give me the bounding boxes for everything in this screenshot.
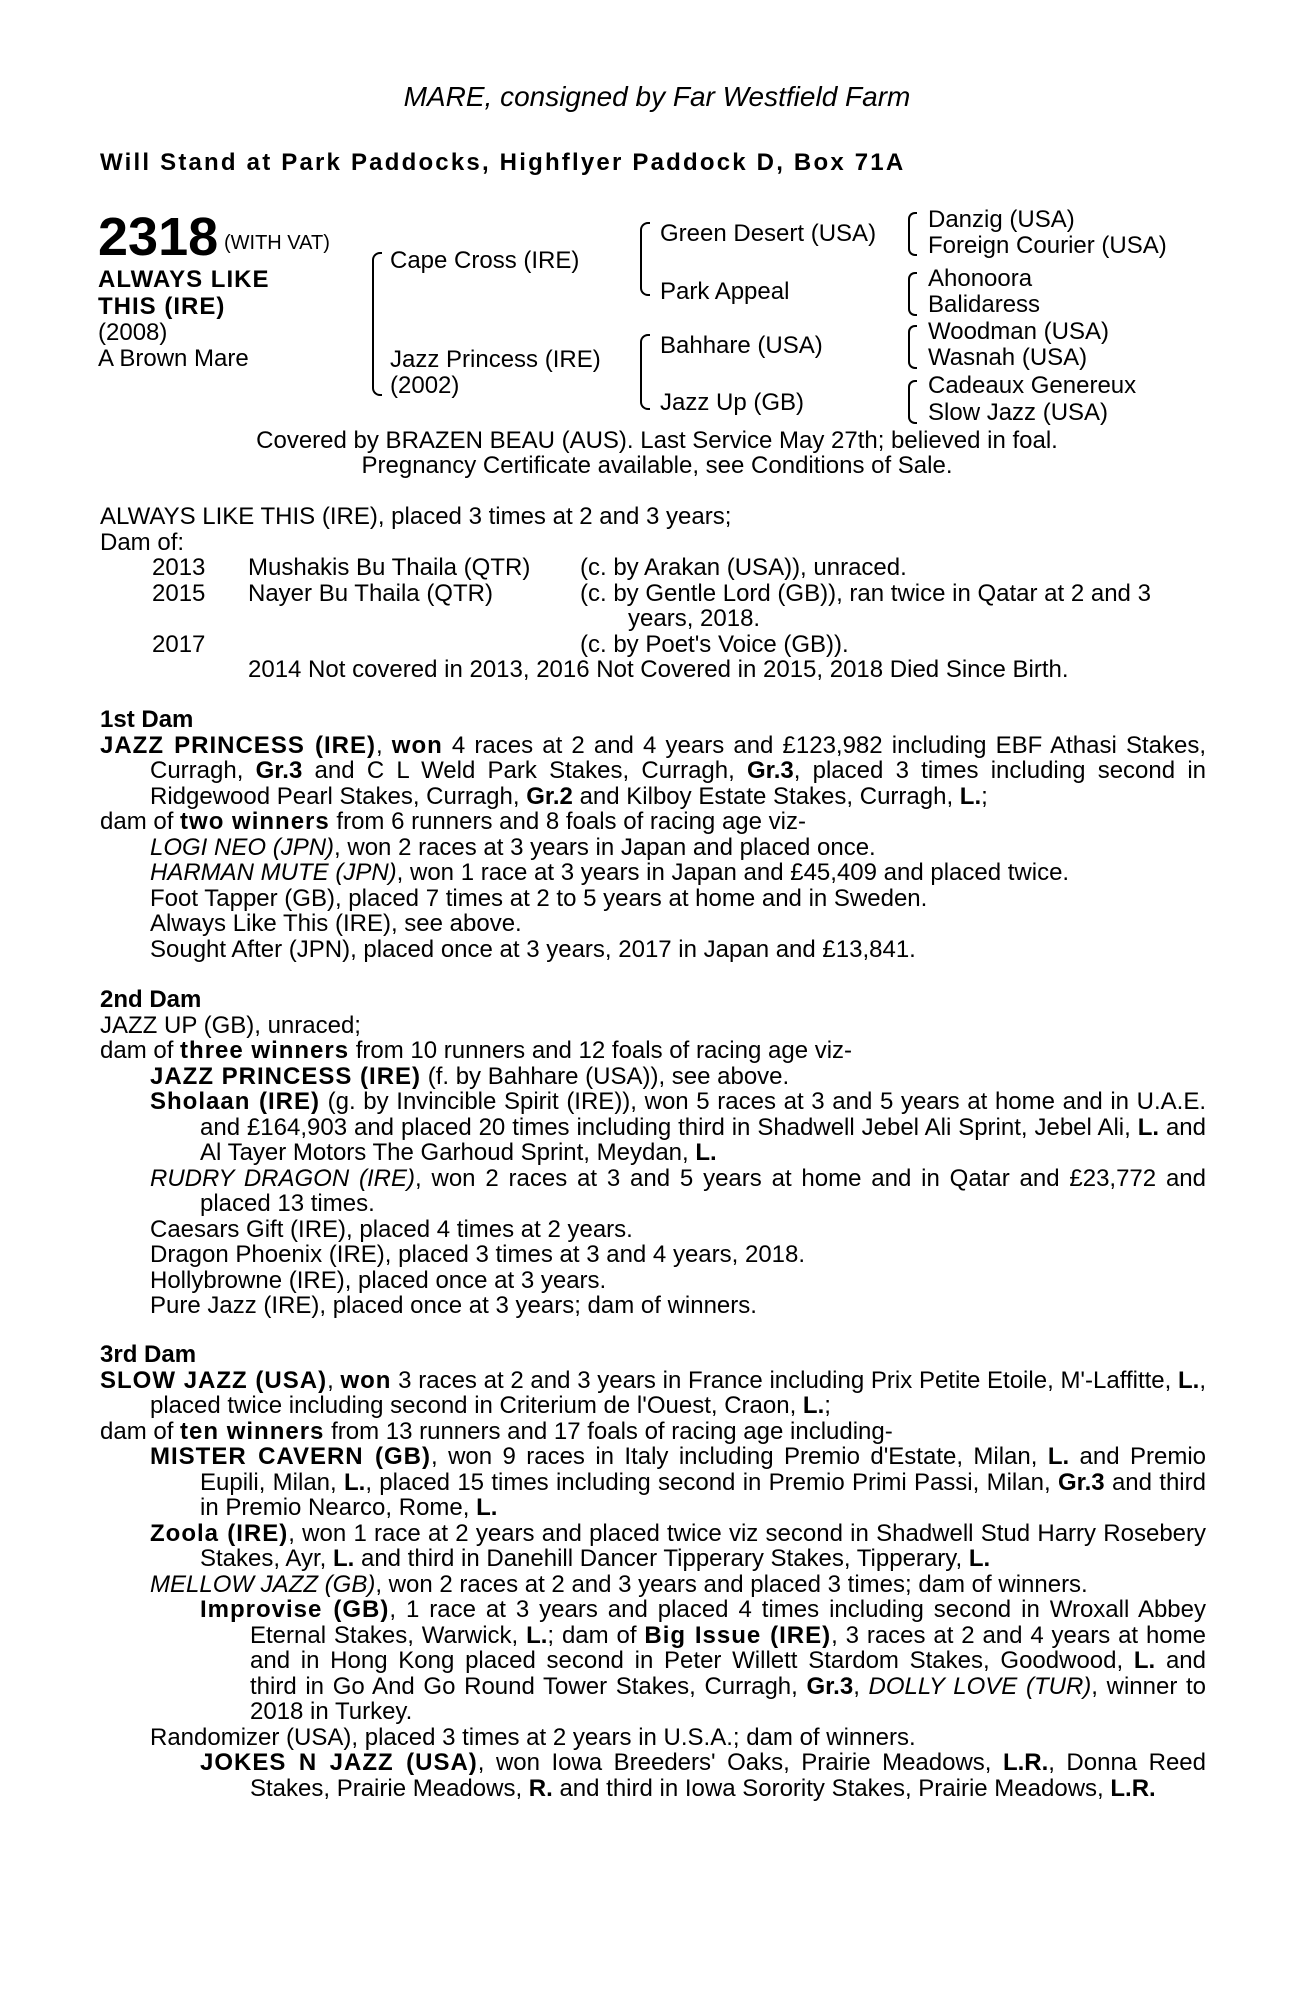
pedigree-gen3-5: Woodman (USA) <box>928 318 1109 345</box>
first-dam-heading: 1st Dam <box>100 706 194 733</box>
horse-name <box>98 266 269 320</box>
second-dam-foal: Sholaan (IRE) (g. by Invincible Spirit (IRE)), won 5 races at 3 and 5 years at home and in U.A.E. and £164,903 and placed 20 times including third in Shadwell Jebel Ali Sprint, Jebel Ali, L. and Al Tayer Motors The Garhoud Sprint, Meydan, L. <box>150 1088 1206 1166</box>
pedigree-dam: Jazz Princess (IRE) <box>390 346 601 373</box>
pedigree-sire-dam: Park Appeal <box>660 278 790 305</box>
second-dam-heading: 2nd Dam <box>100 986 202 1013</box>
pedigree-gen3-2: Foreign Courier (USA) <box>928 232 1167 259</box>
dam-of-label: Dam of: <box>100 528 185 556</box>
second-dam-foal: Caesars Gift (IRE), placed 4 times at 2 years. <box>150 1215 633 1243</box>
vat-label: (WITH VAT) <box>224 232 330 254</box>
pedigree-gen3-7: Cadeaux Genereux <box>928 372 1137 399</box>
covered-line: Covered by BRAZEN BEAU (AUS). Last Service May 27th; believed in foal. <box>256 427 1058 454</box>
pregnancy-line: Pregnancy Certificate available, see Conditions of Sale. <box>361 452 953 479</box>
first-dam-foal: Foot Tapper (GB), placed 7 times at 2 to 5 years at home and in Sweden. <box>150 884 928 912</box>
third-dam-foal: Zoola (IRE), won 1 race at 2 years and placed twice viz second in Shadwell Stud Harry Rosebery Stakes, Ayr, L. and third in Danehill Dancer Tipperary Stakes, Tipperary, L. <box>150 1519 1207 1572</box>
pedigree-gen3-3: Ahonoora <box>928 265 1033 292</box>
pedigree-brace-g3a <box>908 212 917 256</box>
pedigree-brace-g3d <box>908 380 917 424</box>
produce-year: 2013 <box>152 554 206 581</box>
third-dam-foal: MELLOW JAZZ (GB), won 2 races at 2 and 3 years and placed 3 times; dam of winners. <box>150 1570 1088 1598</box>
first-dam-foal: HARMAN MUTE (JPN), won 1 race at 3 years in Japan and £45,409 and placed twice. <box>150 859 1070 886</box>
lot-number: 2318 <box>98 207 219 267</box>
pedigree-dam-year: (2002) <box>390 372 460 399</box>
pedigree-gen3-4: Balidaress <box>928 291 1041 318</box>
pedigree-dam-sire: Bahhare (USA) <box>660 332 823 359</box>
first-dam-produce-summary: dam of two winners from 6 runners and 8 foals of racing age viz- <box>100 808 806 835</box>
pedigree-brace-sire <box>640 222 650 296</box>
produce-detail-cont: years, 2018. <box>628 605 761 632</box>
first-dam-foal: LOGI NEO (JPN), won 2 races at 3 years in Japan and placed once. <box>150 833 876 861</box>
horse-name-line1: ALWAYS LIKE <box>98 266 270 293</box>
second-dam-foal: JAZZ PRINCESS (IRE) (f. by Bahhare (USA)), see above. <box>150 1062 790 1090</box>
pedigree-gen3-1: Danzig (USA) <box>928 206 1075 233</box>
second-dam-foal: Hollybrowne (IRE), placed once at 3 years. <box>150 1266 607 1294</box>
second-dam-record: JAZZ UP (GB), unraced; <box>100 1011 361 1039</box>
produce-note <box>100 657 1206 683</box>
produce-detail: (c. by Arakan (USA)), unraced. <box>580 554 907 581</box>
pedigree-brace-g3c <box>908 325 917 369</box>
second-dam-foal: Pure Jazz (IRE), placed once at 3 years; dam of winners. <box>150 1292 757 1319</box>
produce-detail: (c. by Poet's Voice (GB)). <box>580 630 849 658</box>
produce-row <box>100 632 1206 658</box>
produce-row <box>100 581 1206 607</box>
produce-detail: (c. by Gentle Lord (GB)), ran twice in Qatar at 2 and 3 <box>580 579 1151 607</box>
pedigree-gen3-6: Wasnah (USA) <box>928 344 1088 371</box>
pedigree-gen3-8: Slow Jazz (USA) <box>928 399 1109 426</box>
pedigree-brace-g3b <box>908 272 917 316</box>
pedigree-sire: Cape Cross (IRE) <box>390 247 580 274</box>
produce-name: Nayer Bu Thaila (QTR) <box>248 579 493 607</box>
stand-location: Will Stand at Park Paddocks, Highflyer Paddock D, Box 71A <box>100 149 906 176</box>
pedigree-brace-dam <box>640 334 650 410</box>
first-dam-foal: Sought After (JPN), placed once at 3 years, 2017 in Japan and £13,841. <box>150 935 916 963</box>
horse-name-line2: THIS (IRE) <box>98 293 226 320</box>
produce-note-text: 2014 Not covered in 2013, 2016 Not Covered in 2015, 2018 Died Since Birth. <box>248 656 1069 683</box>
third-dam-grandfoal: Improvise (GB), 1 race at 3 years and placed 4 times including second in Wroxall Abbey Eternal Stakes, Warwick, L.; dam of Big Issue (IRE), 3 races at 2 and 4 years at home and in Hong Kong placed second in Peter Willett Stardom Stakes, Goodwood, L. and third in Go And Go Round Tower Stakes, Curragh, Gr.3, DOLLY LOVE (TUR), winner to 2018 in Turkey. <box>200 1596 1207 1725</box>
first-dam-section <box>100 707 1206 962</box>
produce-name: Mushakis Bu Thaila (QTR) <box>248 554 531 581</box>
pedigree-sire-sire: Green Desert (USA) <box>660 220 877 247</box>
second-dam-foal: Dragon Phoenix (IRE), placed 3 times at 3 and 4 years, 2018. <box>150 1241 806 1268</box>
third-dam-record: SLOW JAZZ (USA), won 3 races at 2 and 3 years in France including Prix Petite Etoile, M'-Laffitte, L., placed twice including second in Criterium de l'Ouest, Craon, L.; <box>100 1366 1207 1419</box>
third-dam-foal: MISTER CAVERN (GB), won 9 races in Italy including Premio d'Estate, Milan, L. and Premio Eupili, Milan, L., placed 15 times including second in Premio Primi Passi, Milan, Gr.3 and third in Premio Nearco, Rome, L. <box>150 1443 1206 1521</box>
horse-description: A Brown Mare <box>98 345 249 372</box>
page-title: MARE, consigned by Far Westfield Farm <box>403 81 911 112</box>
produce-year: 2015 <box>152 579 206 607</box>
third-dam-heading: 3rd Dam <box>100 1341 197 1368</box>
horse-year: (2008) <box>98 319 168 346</box>
produce-year: 2017 <box>152 630 206 658</box>
first-dam-record: JAZZ PRINCESS (IRE), won 4 races at 2 and 4 years and £123,982 including EBF Athasi Stakes, Curragh, Gr.3 and C L Weld Park Stakes, Curragh, Gr.3, placed 3 times including second in Ridgewood Pearl Stakes, Curragh, Gr.2 and Kilboy Estate Stakes, Curragh, L.; <box>100 731 1206 810</box>
third-dam-grandfoal: JOKES N JAZZ (USA), won Iowa Breeders' Oaks, Prairie Meadows, L.R., Donna Reed Stakes, Prairie Meadows, R. and third in Iowa Sorority Stakes, Prairie Meadows, L.R. <box>200 1749 1206 1802</box>
produce-row <box>100 555 1206 581</box>
produce-row-cont <box>100 606 1206 632</box>
second-dam-foal: RUDRY DRAGON (IRE), won 2 races at 3 and 5 years at home and in Qatar and £23,772 and placed 13 times. <box>150 1164 1206 1217</box>
produce-record <box>100 504 1206 683</box>
third-dam-section <box>100 1342 1206 1801</box>
record-summary: ALWAYS LIKE THIS (IRE), placed 3 times at 2 and 3 years; <box>100 503 732 530</box>
pedigree-brace-gen1 <box>372 252 382 396</box>
third-dam-produce-summary: dam of ten winners from 13 runners and 17 foals of racing age including- <box>100 1417 893 1445</box>
third-dam-foal: Randomizer (USA), placed 3 times at 2 years in U.S.A.; dam of winners. <box>150 1723 916 1751</box>
second-dam-produce-summary: dam of three winners from 10 runners and 12 foals of racing age viz- <box>100 1037 853 1064</box>
first-dam-foal: Always Like This (IRE), see above. <box>150 910 522 937</box>
second-dam-section <box>100 987 1206 1319</box>
pedigree-dam-dam: Jazz Up (GB) <box>660 389 805 416</box>
